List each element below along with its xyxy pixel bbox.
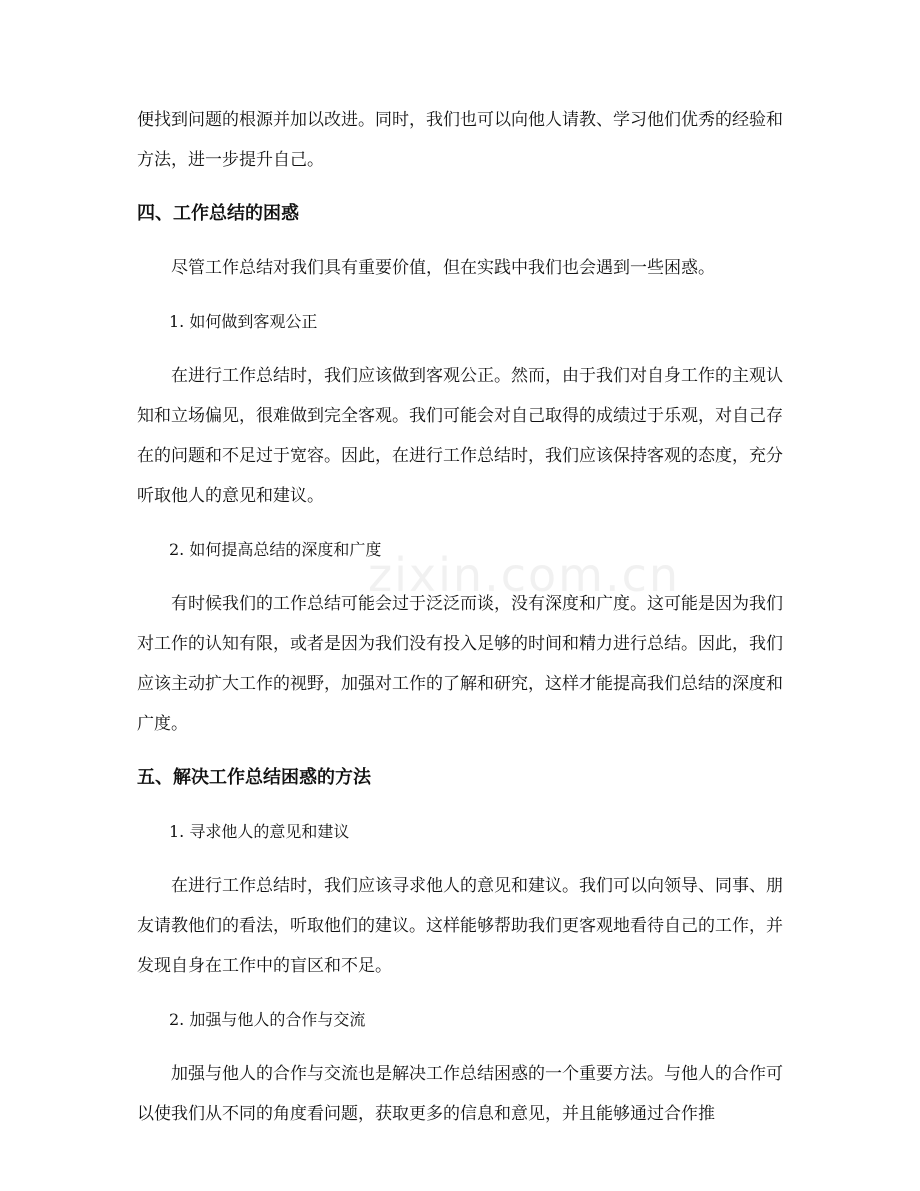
subheading-5-2: 2. 加强与他人的合作与交流 [169, 1010, 366, 1029]
document-body [137, 100, 783, 1134]
section-heading-5: 五、解决工作总结困惑的方法 [137, 767, 371, 788]
subheading-4-2: 2. 如何提高总结的深度和广度 [169, 540, 382, 559]
paragraph-5-1: 在进行工作总结时，我们应该寻求他人的意见和建议。我们可以向领导、同事、朋友请教他们的看法，听取他们的建议。这样能够帮助我们更客观地看待自己的工作，并发现自身在工作中的盲区和不足。 [137, 876, 783, 976]
paragraph-intro-4: 尽管工作总结对我们具有重要价值，但在实践中我们也会遇到一些困惑。 [171, 258, 715, 278]
section-heading-4: 四、工作总结的困惑 [137, 203, 299, 224]
paragraph-4-2: 有时候我们的工作总结可能会过于泛泛而谈，没有深度和广度。这可能是因为我们对工作的认知有限，或者是因为我们没有投入足够的时间和精力进行总结。因此，我们应该主动扩大工作的视野，加强对工作的了解和研究，这样才能提高我们总结的深度和广度。 [137, 594, 783, 734]
paragraph-5-2: 加强与他人的合作与交流也是解决工作总结困惑的一个重要方法。与他人的合作可以使我们从不同的角度看问题，获取更多的信息和意见，并且能够通过合作推 [137, 1064, 783, 1124]
subheading-4-1: 1. 如何做到客观公正 [169, 312, 318, 331]
subheading-5-1: 1. 寻求他人的意见和建议 [169, 822, 350, 841]
paragraph-continued: 便找到问题的根源并加以改进。同时，我们也可以向他人请教、学习他们优秀的经验和方法，进一步提升自己。 [137, 110, 783, 170]
paragraph-4-1: 在进行工作总结时，我们应该做到客观公正。然而，由于我们对自身工作的主观认知和立场偏见，很难做到完全客观。我们可能会对自己取得的成绩过于乐观，对自己存在的问题和不足过于宽容。因此，在进行工作总结时，我们应该保持客观的态度，充分听取他人的意见和建议。 [137, 366, 783, 506]
watermark: zixin.com.cn [368, 548, 681, 602]
